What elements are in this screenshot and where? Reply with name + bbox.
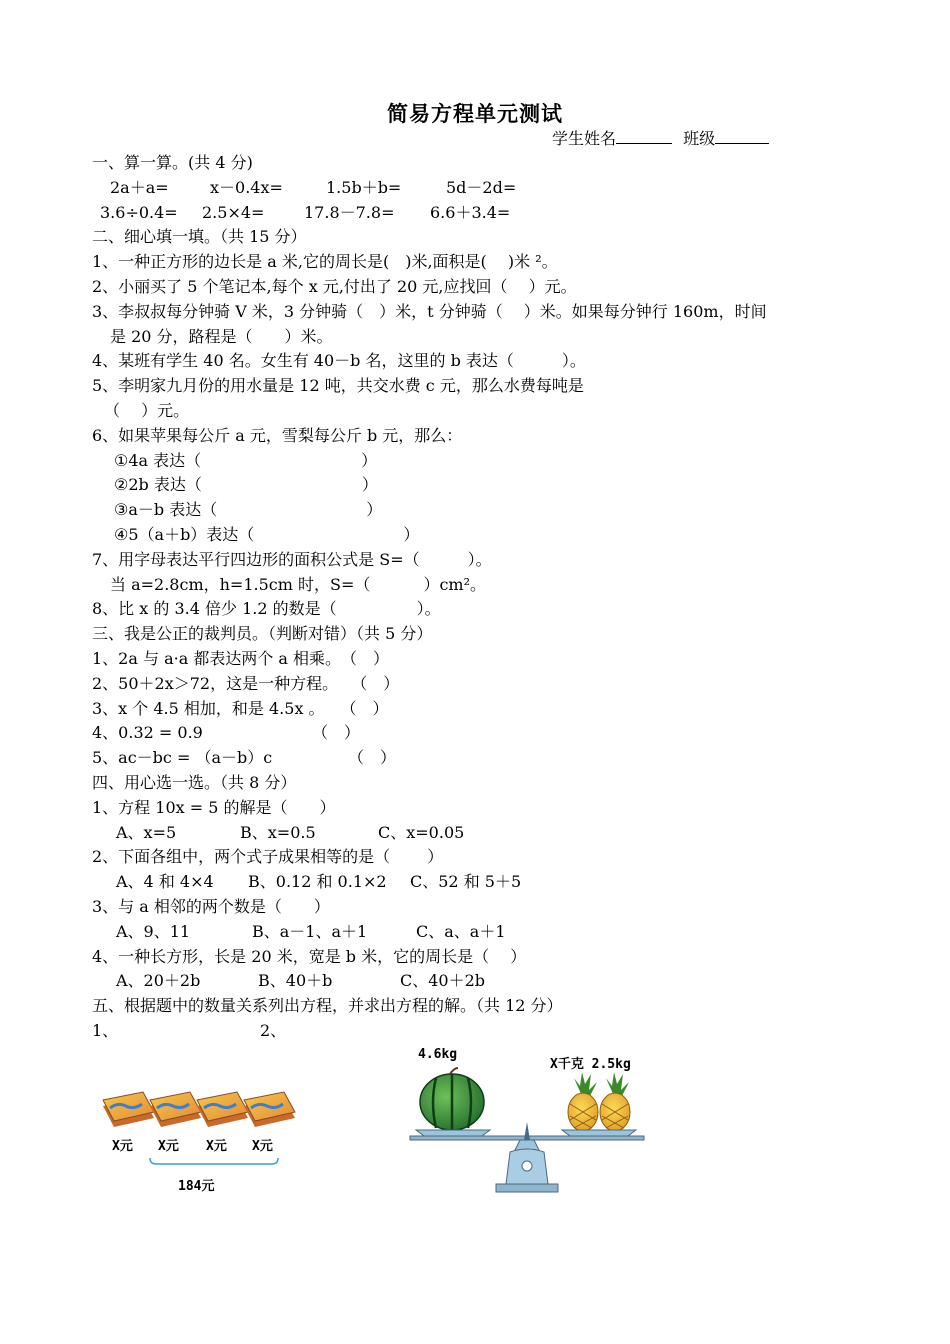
- student-name-label: 学生姓名: [552, 129, 617, 148]
- choice-option: C、a、a＋1: [416, 921, 506, 941]
- notebook-price-label: X元: [206, 1139, 227, 1154]
- calc-item: 2a＋a=: [110, 177, 169, 197]
- fill-subquestion: ①4a 表达（ ）: [114, 450, 378, 470]
- choice-option: B、a－1、a＋1: [252, 921, 368, 941]
- section-3-heading: 三、我是公正的裁判员。（判断对错）（共 5 分）: [92, 624, 433, 644]
- section-5-heading: 五、根据题中的数量关系列出方程，并求出方程的解。（共 12 分）: [92, 996, 563, 1016]
- judge-item: [92, 721, 892, 746]
- watermelon-weight-label: 4.6kg: [418, 1047, 458, 1062]
- choice-question: 2、下面各组中，两个式子成果相等的是（ ）: [92, 847, 444, 867]
- fill-question: 3、李叔叔每分钟骑 V 米，3 分钟骑（ ）米，t 分钟骑（ ）米。如果每分钟行 160m，时间: [92, 301, 767, 321]
- notebook-total-label: 184元: [178, 1179, 215, 1194]
- notebook-price-label: X元: [158, 1139, 179, 1154]
- choice-option: A、4 和 4×4: [116, 872, 214, 892]
- watermelon-icon: [420, 1068, 484, 1130]
- choice-option: C、40＋2b: [400, 971, 486, 991]
- calc-row-2: [92, 201, 892, 226]
- notebook-price-label: X元: [112, 1139, 133, 1154]
- choice-options: [92, 920, 892, 945]
- judge-item-text: 4、0.32 = 0.9: [92, 723, 203, 743]
- fill-question-continued: （ ）元。: [104, 400, 190, 420]
- scale-base: [496, 1184, 558, 1192]
- fill-subquestion: ③a－b 表达（ ）: [114, 500, 383, 520]
- notebook-icon: [197, 1092, 248, 1127]
- right-pan: [562, 1130, 636, 1136]
- choice-option: B、40＋b: [258, 971, 333, 991]
- choice-question: 3、与 a 相邻的两个数是（ ）: [92, 896, 330, 916]
- fill-question: 1、一种正方形的边长是 a 米,它的周长是( )米,面积是( )米 ²。: [92, 252, 558, 272]
- section-1-heading: 一、算一算。(共 4 分): [92, 153, 253, 172]
- fill-question: 8、比 x 的 3.4 倍少 1.2 的数是（ ）。: [92, 599, 441, 619]
- choice-option: B、x=0.5: [240, 822, 316, 842]
- problem-number-2: 2、: [260, 1020, 287, 1040]
- choice-option: C、x=0.05: [378, 822, 465, 842]
- total-brace: [150, 1158, 278, 1164]
- choice-option: A、x=5: [116, 822, 177, 842]
- choice-option: A、20＋2b: [116, 971, 201, 991]
- notebook-icon: [244, 1092, 295, 1127]
- judge-item: 3、x 个 4.5 相加，和是 4.5x 。 （ ）: [92, 698, 389, 718]
- fill-subquestion: ②2b 表达（ ）: [114, 475, 378, 495]
- fill-question: 5、李明家九月份的用水量是 12 吨，共交水费 c 元，那么水费每吨是: [92, 376, 584, 396]
- fill-question: 4、某班有学生 40 名。女生有 40－b 名，这里的 b 表达（ ）。: [92, 351, 586, 371]
- judge-item-text: 5、ac－bc = （a－b）c: [92, 748, 273, 768]
- scale-pointer: [524, 1122, 530, 1140]
- problem-number-1: 1、: [92, 1020, 119, 1040]
- fill-question-continued: 当 a=2.8cm，h=1.5cm 时，S=（ ）cm²。: [110, 574, 486, 594]
- calc-item: 2.5×4=: [202, 202, 265, 222]
- student-info: [552, 126, 769, 149]
- calc-item: 3.6÷0.4=: [100, 202, 178, 222]
- judge-blank: （ ）: [348, 748, 397, 768]
- section-2-heading: 二、细心填一填。（共 15 分）: [92, 227, 307, 247]
- choice-question: 4、一种长方形，长是 20 米，宽是 b 米，它的周长是（ ）: [92, 946, 527, 966]
- calc-item: x－0.4x=: [210, 177, 283, 197]
- fill-subquestion: ④5（a＋b）表达（ ）: [114, 524, 420, 544]
- scale-body: [506, 1149, 548, 1184]
- judge-item: [92, 746, 892, 771]
- notebook-icon: [150, 1092, 201, 1127]
- choice-options: [92, 870, 892, 895]
- calc-row-1: [92, 176, 892, 201]
- pineapple-icon: [600, 1072, 630, 1131]
- calc-item: 17.8－7.8=: [304, 202, 395, 222]
- fill-question: 7、用字母表达平行四边形的面积公式是 S=（ ）。: [92, 549, 492, 569]
- fill-question: 2、小丽买了 5 个笔记本,每个 x 元,付出了 20 元,应找回（ ）元。: [92, 276, 577, 296]
- pineapple-icon: [568, 1072, 598, 1131]
- judge-item: 1、2a 与 a·a 都表达两个 a 相乘。 （ ）: [92, 648, 390, 668]
- pineapple-weight-label: X千克 2.5kg: [550, 1057, 631, 1072]
- class-label: 班级: [683, 129, 716, 148]
- notebook-price-label: X元: [252, 1139, 273, 1154]
- page-title: 简易方程单元测试: [387, 101, 563, 126]
- scale-beam: [410, 1136, 644, 1140]
- choice-question: 1、方程 10x = 5 的解是（ ）: [92, 797, 336, 817]
- judge-item: 2、50＋2x＞72，这是一种方程。 （ ）: [92, 673, 400, 693]
- notebooks-figure: [103, 1092, 295, 1194]
- calc-item: 6.6＋3.4=: [430, 202, 511, 222]
- choice-options: [92, 969, 892, 994]
- left-pan: [416, 1130, 490, 1136]
- scale-dial: [522, 1161, 532, 1171]
- worksheet-content: [92, 151, 892, 1044]
- choice-option: C、52 和 5＋5: [410, 872, 522, 892]
- class-blank: [715, 143, 769, 144]
- choice-option: A、9、11: [116, 921, 191, 941]
- calc-item: 1.5b＋b=: [326, 177, 402, 197]
- choice-option: B、0.12 和 0.1×2: [248, 872, 387, 892]
- fill-question-continued: 是 20 分，路程是（ ）米。: [110, 326, 333, 346]
- scale-neck: [514, 1140, 540, 1152]
- student-name-blank: [616, 143, 672, 144]
- balance-figure: [410, 1047, 644, 1192]
- choice-options: [92, 821, 892, 846]
- judge-blank: （ ）: [312, 723, 361, 743]
- section-4-heading: 四、用心选一选。（共 8 分）: [92, 772, 297, 792]
- equation-problem-numbers: [92, 1019, 892, 1044]
- calc-item: 5d－2d=: [446, 177, 517, 197]
- fill-question: 6、如果苹果每公斤 a 元，雪梨每公斤 b 元，那么：: [92, 425, 463, 445]
- notebook-icon: [103, 1092, 154, 1127]
